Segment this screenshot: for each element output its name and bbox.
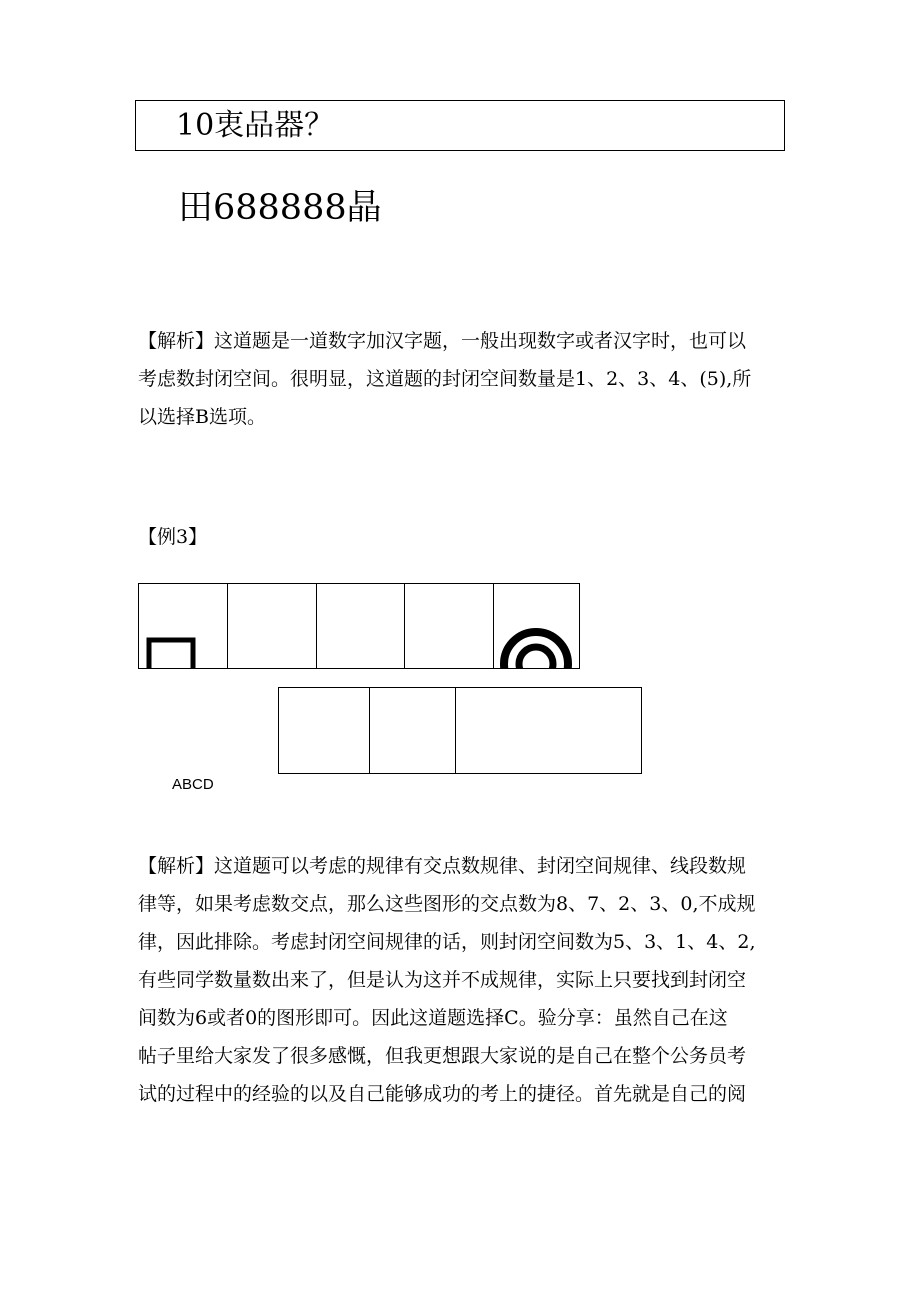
analysis-line: 律等，如果考虑数交点，那么这些图形的交点数为8、7、2、3、0,不成规 [138, 893, 756, 915]
analysis-line: 有些同学数量数出来了，但是认为这并不成规律，实际上只要找到封闭空 [138, 969, 747, 991]
option-cell-2 [369, 687, 456, 774]
analysis-line: 律，因此排除。考虑封闭空间规律的话，则封闭空间数为5、3、1、4、2, [138, 931, 756, 953]
concentric-circles-icon [494, 584, 579, 668]
analysis-line: 间数为6或者0的图形即可。因此这道题选择C。验分享：虽然自己在这 [138, 1007, 728, 1029]
analysis-line: 考虑数封闭空间。很明显，这道题的封闭空间数量是1、2、3、4、(5),所 [138, 368, 752, 390]
analysis-line: 试的过程中的经验的以及自己能够成功的考上的捷径。首先就是自己的阅 [138, 1083, 747, 1105]
question-title: 10衷品器？ [176, 108, 335, 143]
analysis-line: 帖子里给大家发了很多感慨，但我更想跟大家说的是自己在整个公务员考 [138, 1045, 747, 1067]
example-label: 【例3】 [138, 526, 208, 548]
figure-cell-1 [138, 583, 228, 669]
analysis-paragraph-1 [138, 322, 788, 436]
figure-cell-5 [493, 583, 580, 669]
analysis-paragraph-2 [138, 847, 788, 1113]
square-bracket-icon [139, 584, 227, 668]
question-options-line: 田688888晶 [178, 188, 382, 228]
figure-cell-2 [227, 583, 317, 669]
options-label: ABCD [172, 776, 214, 793]
analysis-line: 以选择B选项。 [138, 406, 266, 428]
option-cell-3 [455, 687, 642, 774]
option-cell-1 [278, 687, 370, 774]
figure-cell-3 [316, 583, 405, 669]
analysis-line: 【解析】这道题可以考虑的规律有交点数规律、封闭空间规律、线段数规 [138, 855, 747, 877]
figure-cell-4 [404, 583, 494, 669]
analysis-line: 【解析】这道题是一道数字加汉字题，一般出现数字或者汉字时，也可以 [138, 330, 747, 352]
